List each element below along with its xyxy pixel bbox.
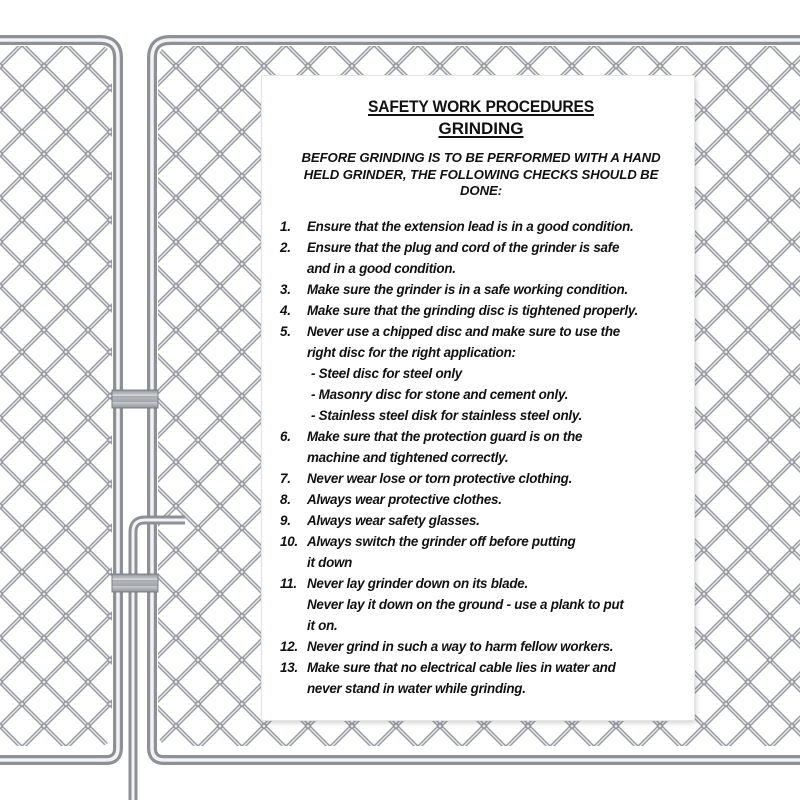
procedure-number: 11. [280, 575, 297, 591]
procedure-text: machine and tightened correctly. [307, 449, 509, 465]
procedure-text: it down [307, 554, 353, 570]
procedure-subitem: - Masonry disc for stone and cement only. [311, 386, 569, 402]
procedure-text: Always wear safety glasses. [307, 512, 480, 528]
procedure-item [280, 573, 682, 636]
sign-subtitle: GRINDING [438, 119, 524, 138]
procedure-number: 10. [280, 533, 298, 549]
procedure-text: Make sure the grinder is in a safe working condition. [307, 281, 628, 297]
procedure-number: 7. [280, 470, 291, 486]
procedure-subitem: - Stainless steel disk for stainless steel only. [311, 407, 583, 423]
procedure-text: Ensure that the plug and cord of the grinder is safe [307, 239, 620, 255]
procedure-text: Always wear protective clothes. [307, 491, 502, 507]
procedure-item [280, 657, 682, 699]
procedure-text: Make sure that no electrical cable lies in water and [307, 659, 616, 675]
procedure-text: Never lay grinder down on its blade. [307, 575, 528, 591]
procedure-number: 6. [280, 428, 291, 444]
procedure-item [280, 426, 682, 468]
hinge-clamp-upper [112, 390, 158, 408]
procedure-number: 5. [280, 323, 291, 339]
procedure-item [280, 510, 682, 531]
procedure-text: Never use a chipped disc and make sure to use the [307, 323, 620, 339]
hinge-clamp-lower [112, 574, 158, 592]
procedure-text: Always switch the grinder off before putting [307, 533, 576, 549]
procedure-item [280, 300, 682, 321]
procedure-number: 8. [280, 491, 291, 507]
procedure-text: Never lay it down on the ground - use a plank to put [307, 596, 624, 612]
sign-intro: BEFORE GRINDING IS TO BE PERFORMED WITH A HAND HELD GRINDER, THE FOLLOWING CHECKS SHOULD BE DONE: [301, 150, 661, 198]
procedure-text: never stand in water while grinding. [307, 680, 526, 696]
procedure-number: 13. [280, 659, 298, 675]
procedure-text: Make sure that the grinding disc is tightened properly. [307, 302, 638, 318]
procedure-item [280, 468, 682, 489]
procedure-text: and in a good condition. [307, 260, 456, 276]
procedure-text: Never grind in such a way to harm fellow workers. [307, 638, 614, 654]
procedure-text: Ensure that the extension lead is in a good condition. [307, 218, 634, 234]
procedure-text: right disc for the right application: [307, 344, 516, 360]
procedure-subitem: - Steel disc for steel only [311, 365, 463, 381]
procedure-item [280, 531, 682, 573]
procedure-item [280, 237, 682, 279]
procedure-item [280, 489, 682, 510]
procedure-number: 3. [280, 281, 291, 297]
procedure-text: Never wear lose or torn protective clothing. [307, 470, 573, 486]
procedure-item [280, 216, 682, 237]
left-fence-mesh [0, 46, 112, 746]
procedure-list [280, 216, 682, 699]
procedure-text: it on. [307, 617, 338, 633]
procedure-number: 2. [280, 239, 291, 255]
procedure-number: 12. [280, 638, 298, 654]
procedure-number: 4. [280, 302, 291, 318]
sign-title: SAFETY WORK PROCEDURES [368, 97, 594, 116]
safety-sign [262, 76, 694, 720]
procedure-item [280, 279, 682, 300]
procedure-number: 9. [280, 512, 291, 528]
procedure-item [280, 636, 682, 657]
procedure-text: Make sure that the protection guard is on the [307, 428, 583, 444]
procedure-number: 1. [280, 218, 291, 234]
procedure-item [280, 321, 682, 426]
